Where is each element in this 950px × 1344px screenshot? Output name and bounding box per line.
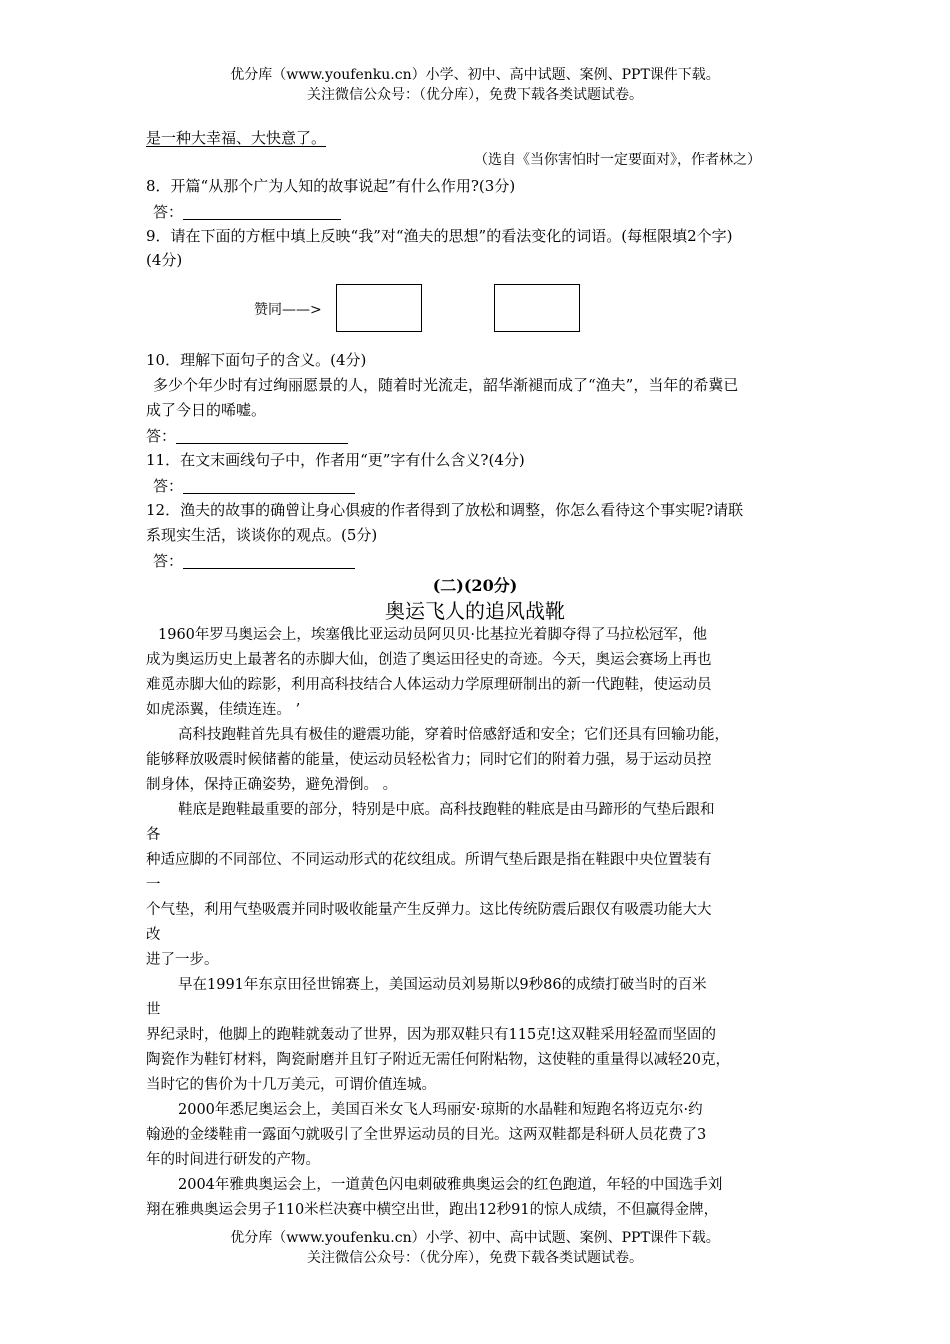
start-word: 赞同——> <box>254 302 322 318</box>
article-line: 各 <box>146 827 161 843</box>
answer-label: 答： <box>153 552 184 570</box>
footer-line-1: 优分库（www.youfenku.cn）小学、初中、高中试题、案例、PPT课件下载。 <box>230 1230 720 1246</box>
article-line: 进了一步。 <box>146 952 219 968</box>
question-12-line-2: 系现实生活，谈谈你的观点。(5分) <box>146 526 378 544</box>
section-2-heading: (二)(20分) <box>432 576 518 595</box>
passage-tail: 是一种大幸福、大快意了。 <box>146 129 327 147</box>
article-line: 当时它的售价为十几万美元，可谓价值连城。 <box>146 1077 436 1093</box>
article-line: 制身体，保持正确姿势，避免滑倒。 。 <box>146 777 398 793</box>
article-line: 能够释放吸震时候储蓄的能量，使运动员轻松省力；同时它们的附着力强，易于运动员控 <box>146 752 712 768</box>
question-11: 11．在文末画线句子中，作者用“更”字有什么含义?(4分) <box>146 451 525 469</box>
question-9: 9．请在下面的方框中填上反映“我”对“渔夫的思想”的看法变化的词语。(每框限填2个字) <box>146 227 733 245</box>
article-line: 翰逊的金缕鞋甫一露面勺就吸引了全世界运动员的目光。这两双鞋都是科研人员花费了3 <box>146 1127 707 1143</box>
answer-blank-11[interactable] <box>183 479 355 494</box>
answer-10 <box>146 426 348 446</box>
question-8: 8．开篇“从那个广为人知的故事说起”有什么作用?(3分) <box>146 177 516 195</box>
article-line: 2000年悉尼奥运会上，美国百米女飞人玛丽安·琼斯的水晶鞋和短跑名将迈克尔·约 <box>178 1102 703 1118</box>
article-line: 一 <box>146 877 161 893</box>
answer-label: 答： <box>153 203 184 221</box>
source-citation: （选自《当你害怕时一定要面对》，作者林之） <box>474 152 761 168</box>
answer-box-1[interactable] <box>336 284 422 332</box>
answer-blank-8[interactable] <box>183 205 341 220</box>
answer-11 <box>153 476 355 496</box>
answer-label: 答： <box>153 477 184 495</box>
question-12-line-1: 12．渔夫的故事的确曾让身心俱疲的作者得到了放松和调整，你怎么看待这个事实呢?请联 <box>146 501 744 519</box>
article-line: 种适应脚的不同部位、不同运动形式的花纹组成。所谓气垫后跟是指在鞋跟中央位置装有 <box>146 852 712 868</box>
article-line: 成为奥运历史上最著名的赤脚大仙，创造了奥运田径史的奇迹。今天，奥运会赛场上再也 <box>146 652 712 668</box>
article-line: 如虎添翼，佳绩连连。 ’ <box>146 702 301 718</box>
article-line: 世 <box>146 1002 161 1018</box>
answer-blank-10[interactable] <box>176 429 348 444</box>
article-line: 难觅赤脚大仙的踪影，利用高科技结合人体运动力学原理研制出的新一代跑鞋，使运动员 <box>146 677 712 693</box>
article-line: 1960年罗马奥运会上，埃塞俄比亚运动员阿贝贝·比基拉光着脚夺得了马拉松冠军，他 <box>158 627 708 643</box>
article-line: 改 <box>146 927 161 943</box>
article-line: 高科技跑鞋首先具有极佳的避震功能，穿着时倍感舒适和安全；它们还具有回输功能， <box>178 727 729 743</box>
article-line: 2004年雅典奥运会上，一道黄色闪电刺破雅典奥运会的红色跑道，年轻的中国选手刘 <box>178 1177 723 1193</box>
answer-blank-12[interactable] <box>183 554 355 569</box>
article-line: 陶瓷作为鞋钉材料，陶瓷耐磨并且钉子附近无需任何附粘物，这使鞋的重量得以减轻20克， <box>146 1052 730 1068</box>
article-line: 早在1991年东京田径世锦赛上，美国运动员刘易斯以9秒86的成绩打破当时的百米 <box>178 977 707 993</box>
article-line: 年的时间进行研发的产物。 <box>146 1152 320 1168</box>
answer-8 <box>153 202 341 222</box>
question-9-points: (4分) <box>146 251 183 269</box>
header-line-1: 优分库（www.youfenku.cn）小学、初中、高中试题、案例、PPT课件下载。 <box>230 67 720 83</box>
question-10: 10．理解下面句子的含义。(4分) <box>146 351 367 369</box>
article-line: 个气垫，利用气垫吸震并同时吸收能量产生反弹力。这比传统防震后跟仅有吸震功能大大 <box>146 902 712 918</box>
answer-12 <box>153 551 355 571</box>
answer-box-2[interactable] <box>494 284 580 332</box>
footer-line-2: 关注微信公众号：（优分库），免费下载各类试题试卷。 <box>307 1250 643 1266</box>
article-title: 奥运飞人的追风战靴 <box>385 599 565 623</box>
question-10-quote-1: 多少个年少时有过绚丽愿景的人，随着时光流走，韶华渐褪而成了“渔夫”，当年的希冀已 <box>153 376 739 394</box>
article-line: 界纪录时，他脚上的跑鞋就轰动了世界，因为那双鞋只有115克!这双鞋采用轻盈而坚固的 <box>146 1027 716 1043</box>
answer-label: 答： <box>146 427 177 445</box>
question-10-quote-2: 成了今日的唏嘘。 <box>146 401 267 419</box>
header-line-2: 关注微信公众号：（优分库），免费下载各类试题试卷。 <box>307 87 643 103</box>
article-line: 翔在雅典奥运会男子110米栏决赛中横空出世，跑出12秒91的惊人成绩，不但赢得金牌， <box>146 1202 719 1218</box>
article-line: 鞋底是跑鞋最重要的部分，特别是中底。高科技跑鞋的鞋底是由马蹄形的气垫后跟和 <box>178 802 715 818</box>
